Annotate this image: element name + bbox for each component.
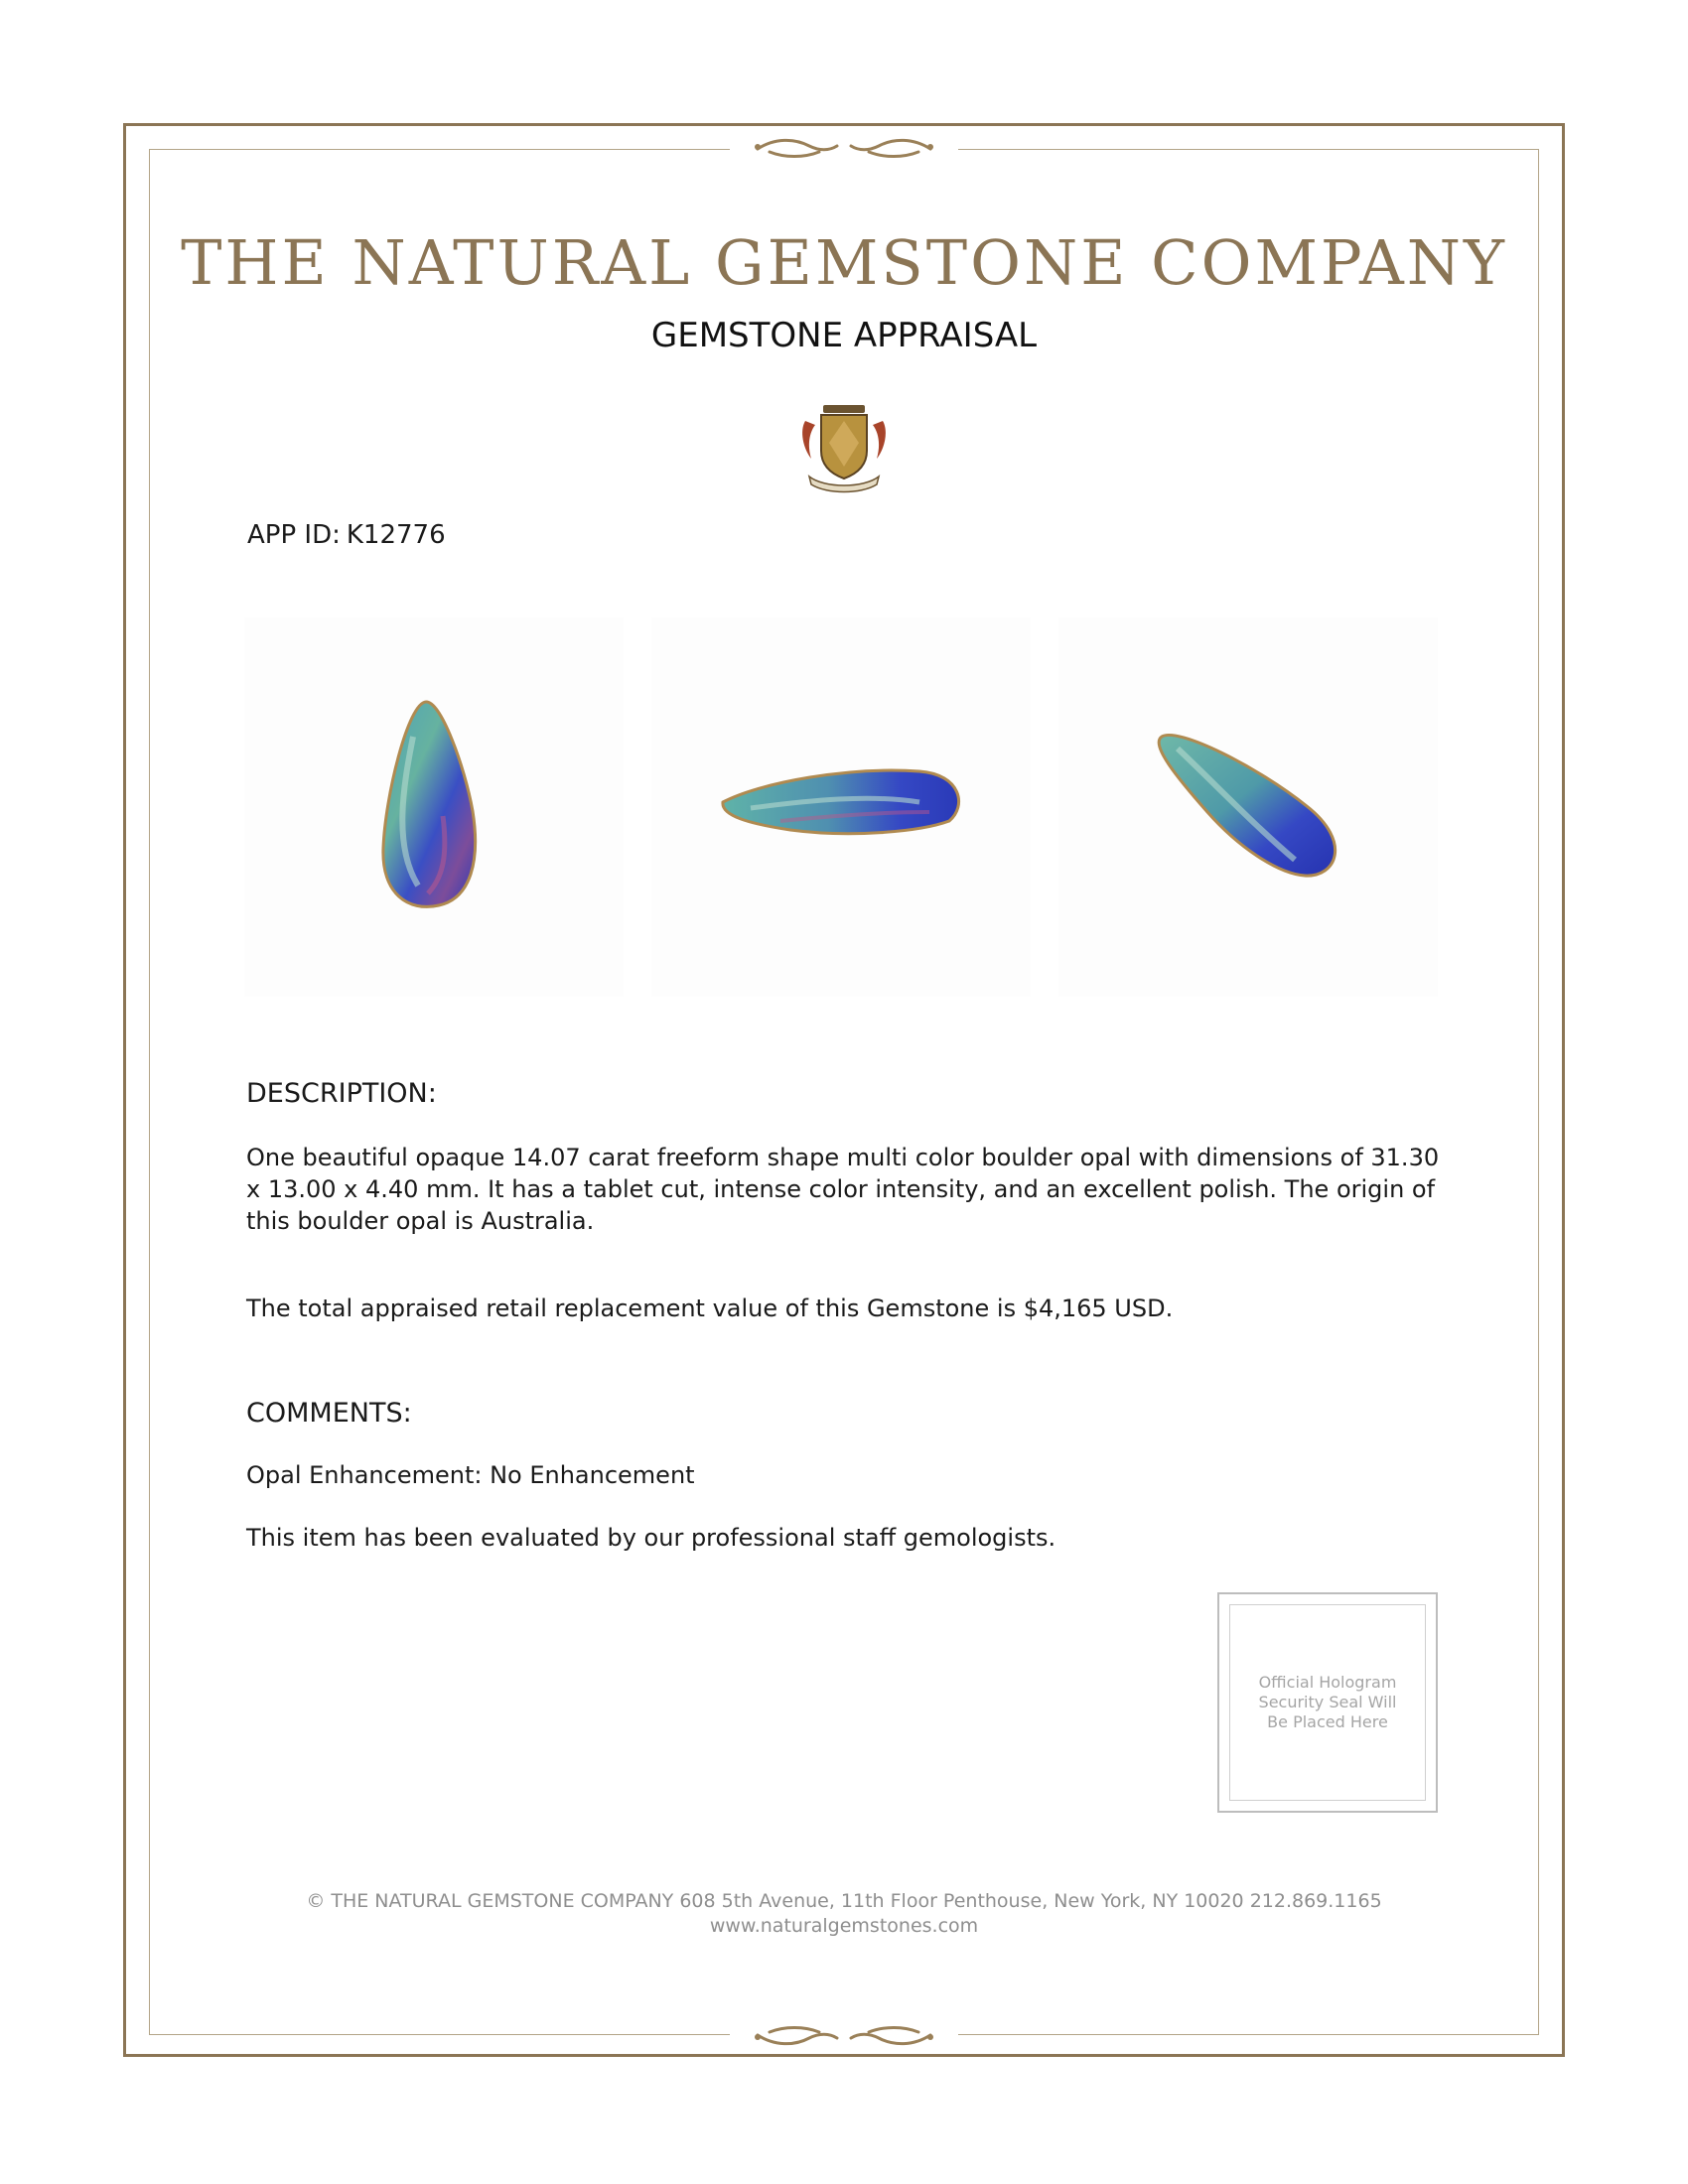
opal-gem-image [1058, 617, 1438, 997]
hologram-placeholder-text: Official Hologram Security Seal Will Be Placed Here [1258, 1673, 1397, 1731]
description-text: One beautiful opaque 14.07 carat freeform shape multi color boulder opal with dimensions of 31.30 x 13.00 x 4.40 mm. It has a tablet cut, intense color intensity, and an excellent polish. The origin of this boulder opal is Australia. [246, 1144, 1440, 1235]
hologram-seal-inner [1229, 1604, 1426, 1801]
opal-gem-image [244, 617, 624, 997]
company-crest-logo [799, 401, 889, 495]
hologram-seal-box [1217, 1592, 1438, 1813]
description-heading: DESCRIPTION: [246, 1078, 437, 1109]
gemstone-photo-angle-view [1058, 617, 1438, 997]
enhancement-text: Opal Enhancement: No Enhancement [246, 1461, 695, 1489]
footer-website-link[interactable]: www.naturalgemstones.com [709, 1915, 979, 1937]
appraisal-id [247, 520, 446, 550]
opal-gem-image [651, 617, 1031, 997]
document-title: GEMSTONE APPRAISAL [650, 316, 1038, 355]
gemstone-photo-top-view [244, 617, 624, 997]
appraisal-id-value: K12776 [346, 520, 446, 550]
footer-address: © THE NATURAL GEMSTONE COMPANY 608 5th Avenue, 11th Floor Penthouse, New York, NY 10020 212.869.1165 [306, 1890, 1382, 1912]
company-title: THE NATURAL GEMSTONE COMPANY [181, 226, 1507, 299]
ornament-flourish-bottom-icon [750, 2020, 938, 2050]
appraisal-id-label: APP ID: [247, 520, 341, 550]
appraised-value-text: The total appraised retail replacement value of this Gemstone is $4,165 USD. [246, 1295, 1174, 1322]
comments-heading: COMMENTS: [246, 1398, 412, 1429]
gemstone-photo-side-view [651, 617, 1031, 997]
evaluation-text: This item has been evaluated by our professional staff gemologists. [246, 1524, 1056, 1552]
ornament-flourish-top-icon [750, 134, 938, 164]
